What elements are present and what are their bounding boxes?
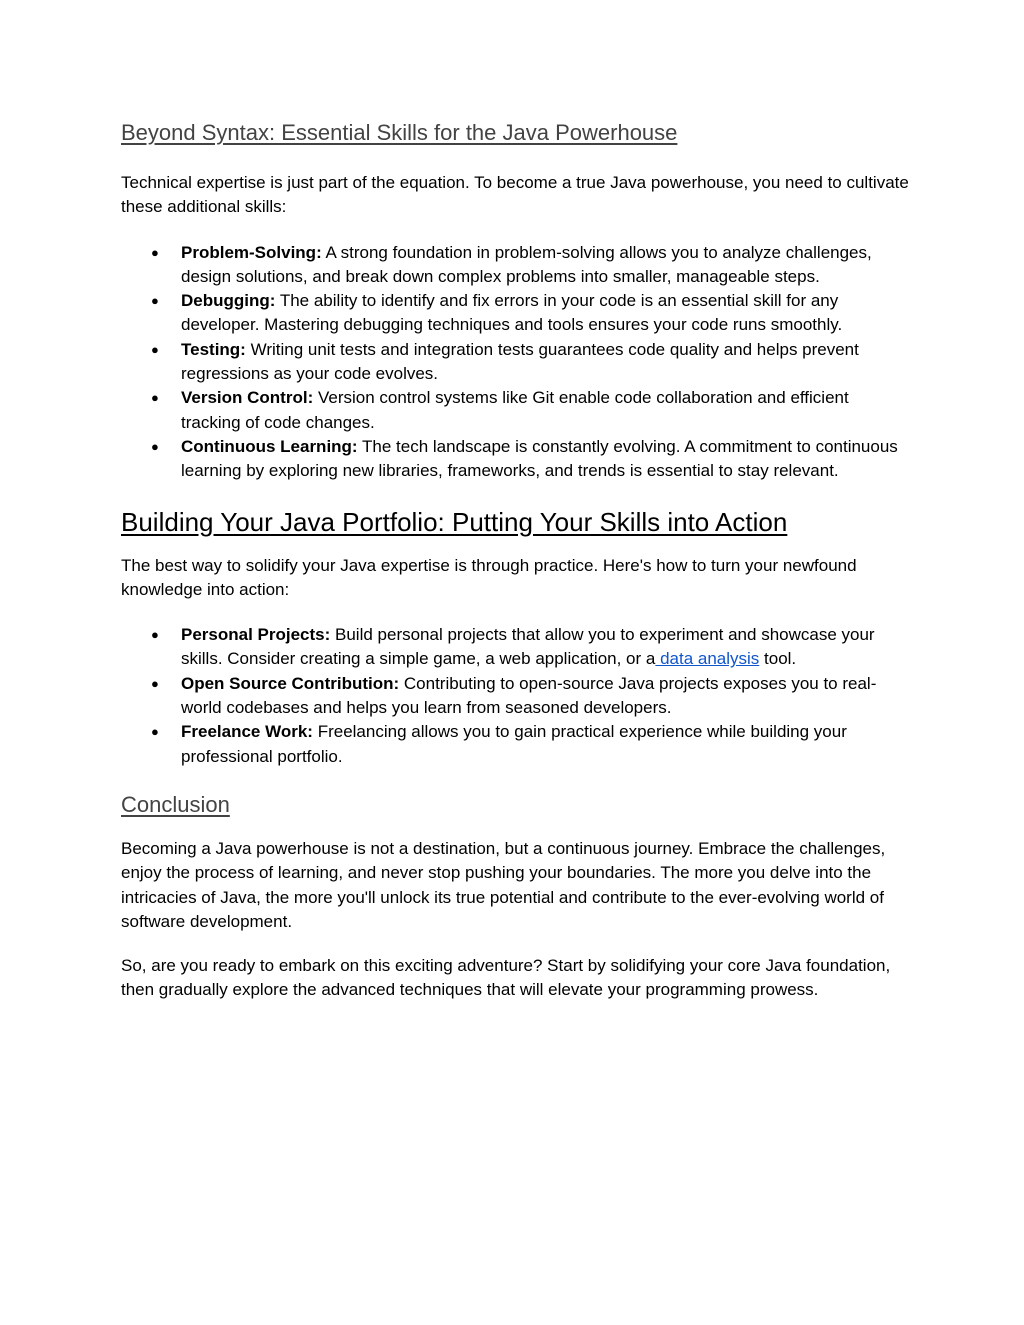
document-page (121, 117, 911, 1003)
section-heading-portfolio: Building Your Java Portfolio: Putting Your Skills into Action (121, 506, 788, 537)
list-item (121, 720, 911, 769)
bullet-icon: ● (151, 293, 159, 309)
list-item-term: Freelance Work: (181, 722, 313, 742)
list-item-text: Build personal projects that allow you to experiment and showcase your skills. Consider creating a simple game, a web application, or a (181, 625, 875, 669)
bullet-icon: ● (151, 675, 159, 691)
list-item (121, 435, 911, 484)
portfolio-intro-paragraph: The best way to solidify your Java expertise is through practice. Here's how to turn your newfound knowledge into action: (121, 555, 857, 599)
list-item-term: Open Source Contribution: (181, 673, 400, 693)
list-item (121, 241, 911, 290)
section-heading-conclusion: Conclusion (121, 791, 230, 817)
list-item-text: The tech landscape is constantly evolving. A commitment to continuous learning by exploring new libraries, frameworks, and trends is essential to stay relevant. (181, 436, 898, 481)
list-item (121, 289, 911, 338)
list-item-text: Version control systems like Git enable code collaboration and efficient tracking of code changes. (181, 388, 849, 432)
list-item (121, 338, 911, 387)
list-item-text-after: tool. (759, 649, 797, 669)
list-item-text: Contributing to open-source Java projects exposes you to real-world codebases and helps you learn from seasoned developers. (181, 673, 877, 718)
skills-list (121, 241, 911, 484)
bullet-icon: ● (151, 390, 159, 406)
list-item (121, 672, 911, 721)
portfolio-list (121, 623, 911, 769)
list-item-term: Testing: (181, 339, 246, 359)
list-item-term: Version Control: (181, 388, 314, 408)
bullet-icon: ● (151, 724, 159, 740)
section-heading-skills: Beyond Syntax: Essential Skills for the Java Powerhouse (121, 120, 678, 145)
conclusion-paragraph-1: Becoming a Java powerhouse is not a destination, but a continuous journey. Embrace the challenges, enjoy the process of learning, and never stop pushing your boundaries. The more you delve into the intricacies of Java, the more you'll unlock its true potential and contribute to the ever-evolving world of software development. (121, 838, 886, 931)
bullet-icon: ● (151, 341, 159, 357)
list-item-text: Freelancing allows you to gain practical experience while building your professional portfolio. (181, 722, 847, 766)
list-item-term: Debugging: (181, 291, 276, 311)
list-item-term: Problem-Solving: (181, 242, 322, 262)
list-item-term: Continuous Learning: (181, 436, 358, 456)
list-item-text: Writing unit tests and integration tests guarantees code quality and helps prevent regressions as your code evolves. (181, 339, 859, 384)
bullet-icon: ● (151, 244, 159, 260)
list-item (121, 386, 911, 435)
skills-intro-paragraph: Technical expertise is just part of the equation. To become a true Java powerhouse, you need to cultivate these additional skills: (121, 173, 909, 217)
list-item (121, 623, 911, 672)
list-item-text: The ability to identify and fix errors in your code is an essential skill for any developer. Mastering debugging techniques and tools ensures your code runs smoothly. (181, 291, 843, 335)
data-analysis-link[interactable]: data analysis (655, 649, 760, 669)
list-item-term: Personal Projects: (181, 625, 331, 645)
bullet-icon: ● (151, 627, 159, 643)
bullet-icon: ● (151, 438, 159, 454)
list-item-text: A strong foundation in problem-solving allows you to analyze challenges, design solutions, and break down complex problems into smaller, manageable steps. (181, 242, 872, 286)
conclusion-paragraph-2: So, are you ready to embark on this exciting adventure? Start by solidifying your core Java foundation, then gradually explore the advanced techniques that will elevate your programming prowess. (121, 956, 891, 1000)
